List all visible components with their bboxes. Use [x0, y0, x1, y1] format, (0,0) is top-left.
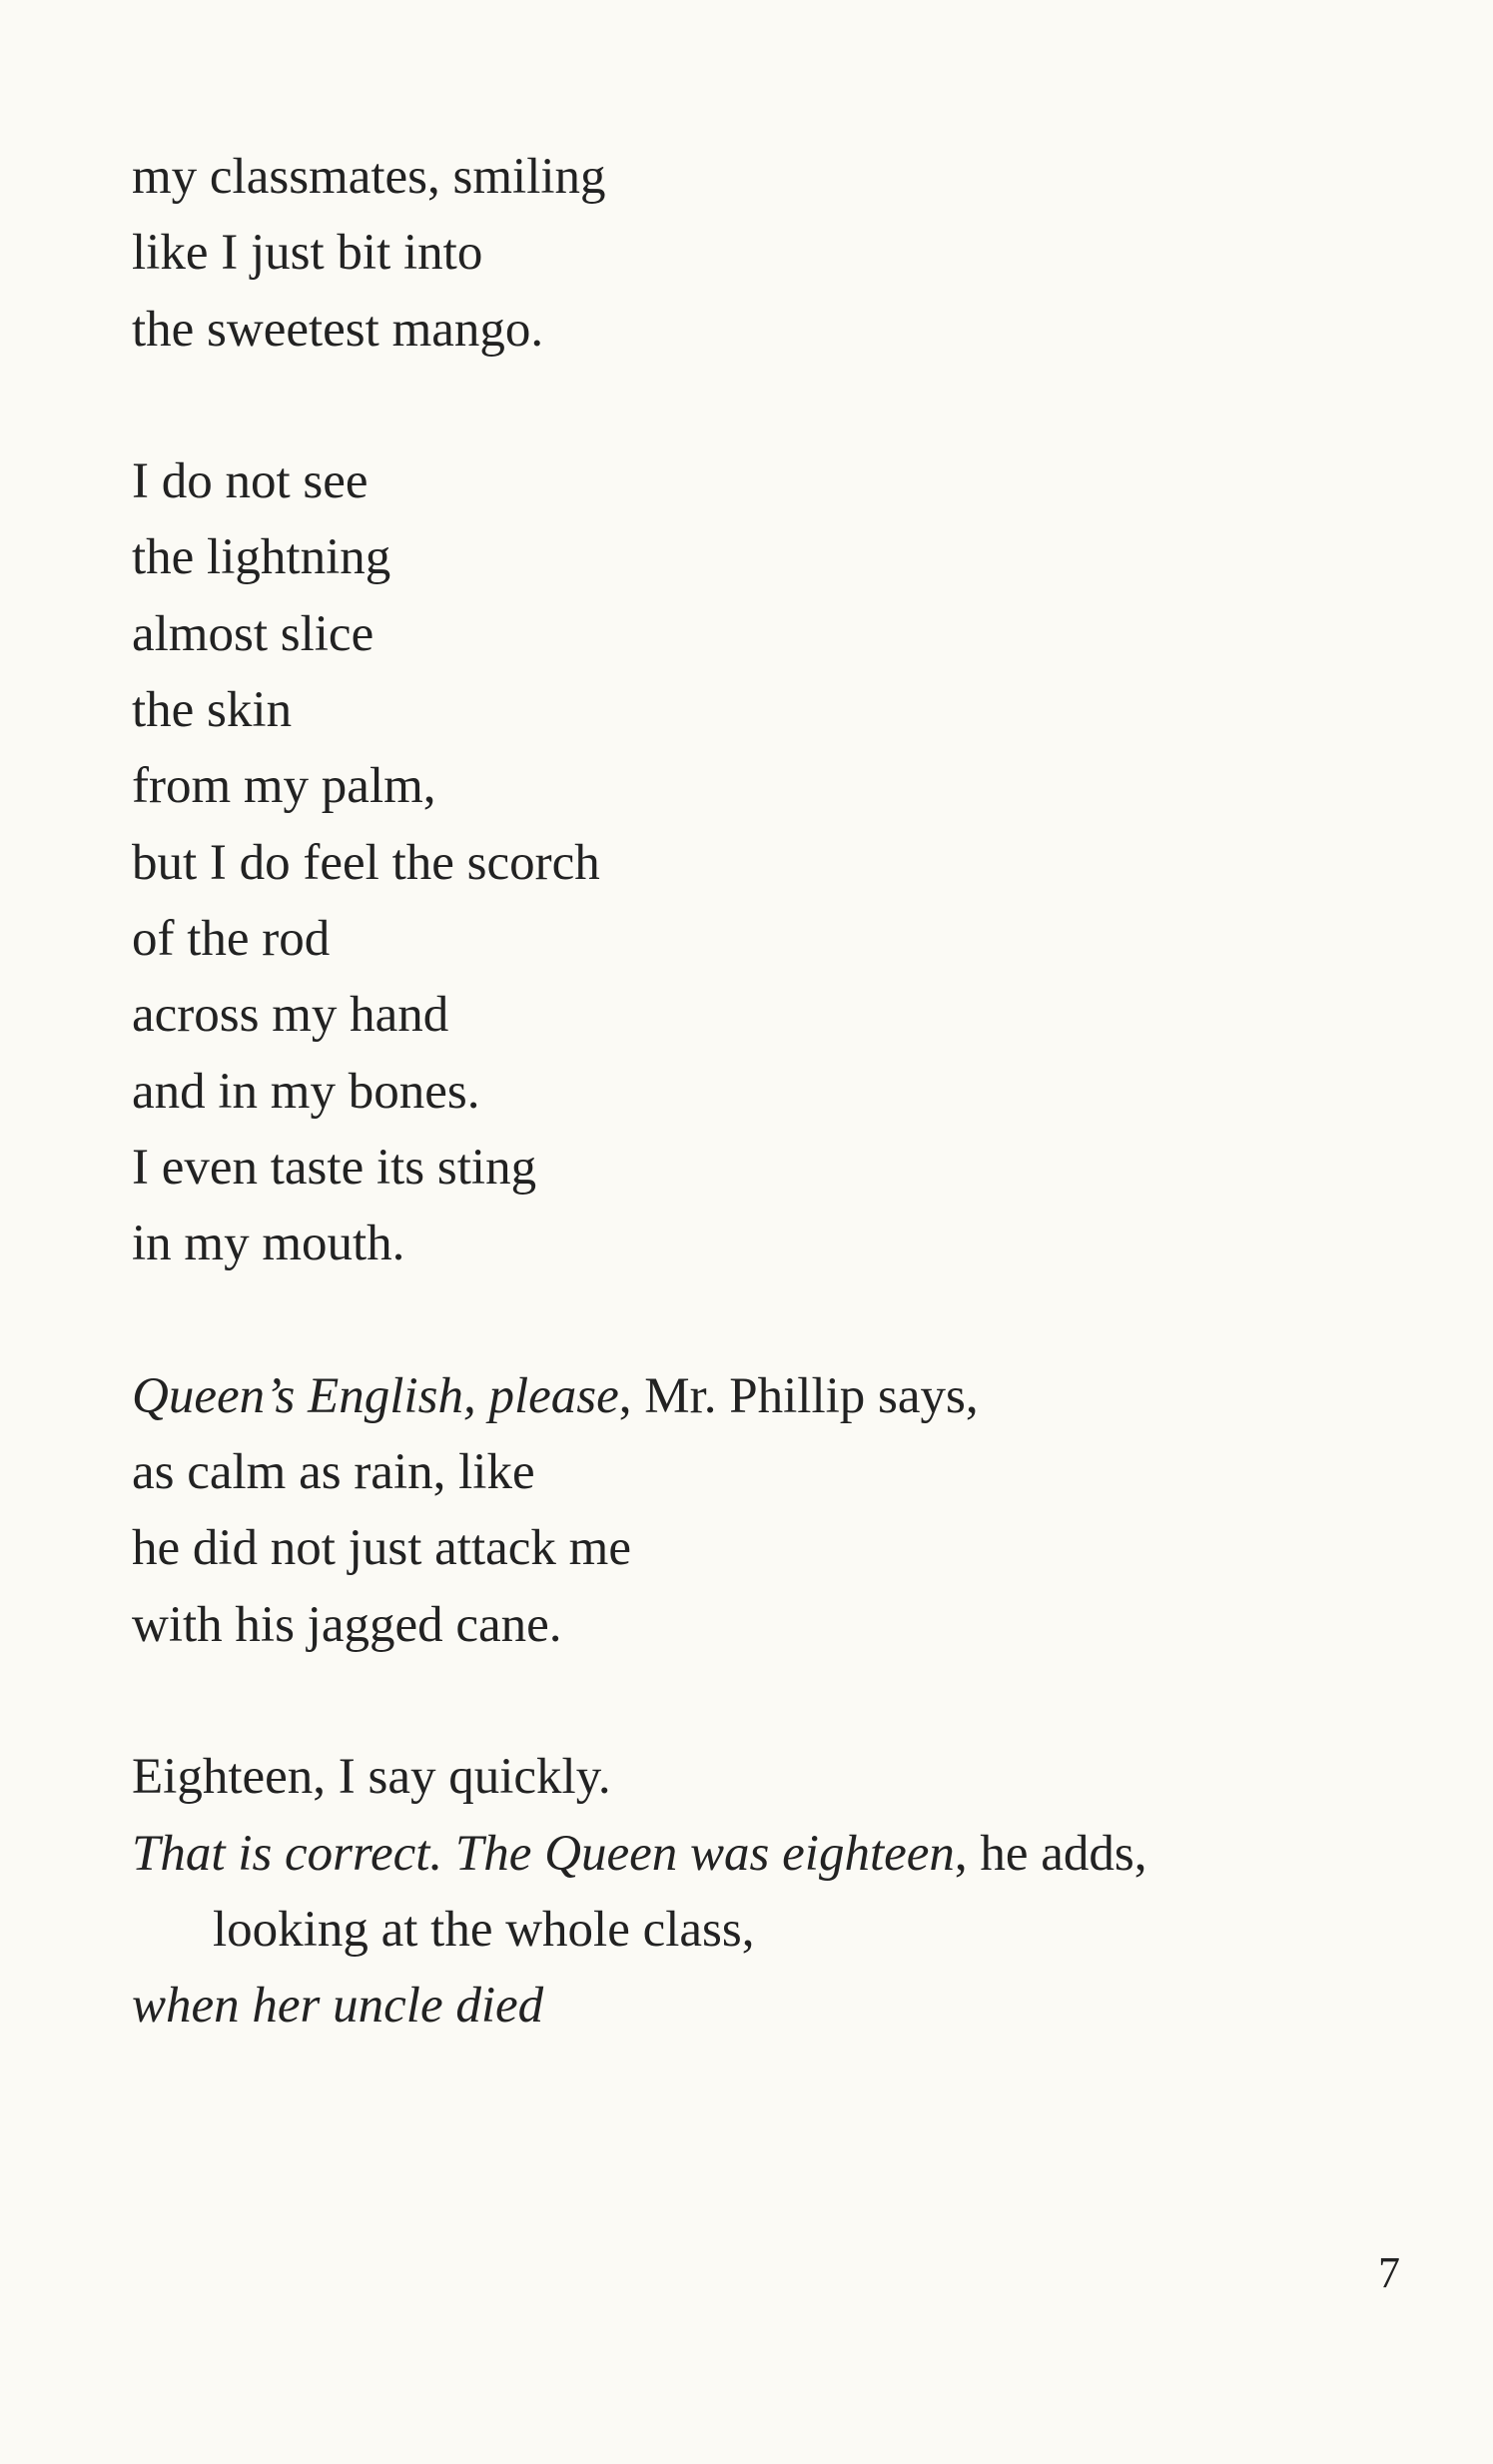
poem-line: like I just bit into — [132, 225, 483, 282]
poem-line: across my hand — [132, 987, 449, 1044]
poem-line: Eighteen, I say quickly. — [132, 1749, 611, 1806]
poem-line: almost slice — [132, 605, 374, 662]
poem-line: but I do feel the scorch — [132, 834, 600, 891]
italic-quote: That is correct. The Queen was eighteen — [132, 1825, 955, 1882]
poem-line: the sweetest mango. — [132, 301, 544, 358]
poem-line — [132, 1816, 1330, 1892]
poem-line: with his jagged cane. — [132, 1596, 562, 1653]
poem-line: of the rod — [132, 910, 331, 967]
stanza-3 — [132, 1358, 1330, 1663]
poem-text — [132, 139, 1330, 2044]
poem-line: I even taste its sting — [132, 1139, 537, 1196]
poem-line: as calm as rain, like — [132, 1444, 535, 1501]
italic-quote: Queen’s English, please — [132, 1367, 619, 1424]
stanza-1 — [132, 139, 1330, 368]
poem-line — [132, 1358, 1330, 1434]
poem-line: the lightning — [132, 529, 391, 586]
poem-line: and in my bones. — [132, 1063, 480, 1120]
poem-line: from my palm, — [132, 758, 436, 815]
poem-line-rest: , he adds, — [954, 1825, 1147, 1882]
italic-quote-line: when her uncle died — [132, 1978, 544, 2035]
poem-line: the skin — [132, 682, 293, 739]
poem-line: I do not see — [132, 453, 369, 510]
stanza-4 — [132, 1739, 1330, 2044]
poem-line: he did not just attack me — [132, 1520, 631, 1577]
poem-line-rest: , Mr. Phillip says, — [618, 1367, 979, 1424]
page-number: 7 — [1378, 2248, 1400, 2297]
poem-line-indented: looking at the whole class, — [213, 1901, 755, 1958]
poem-line: in my mouth. — [132, 1216, 405, 1272]
poem-line: my classmates, smiling — [132, 149, 606, 205]
stanza-2 — [132, 443, 1330, 1281]
